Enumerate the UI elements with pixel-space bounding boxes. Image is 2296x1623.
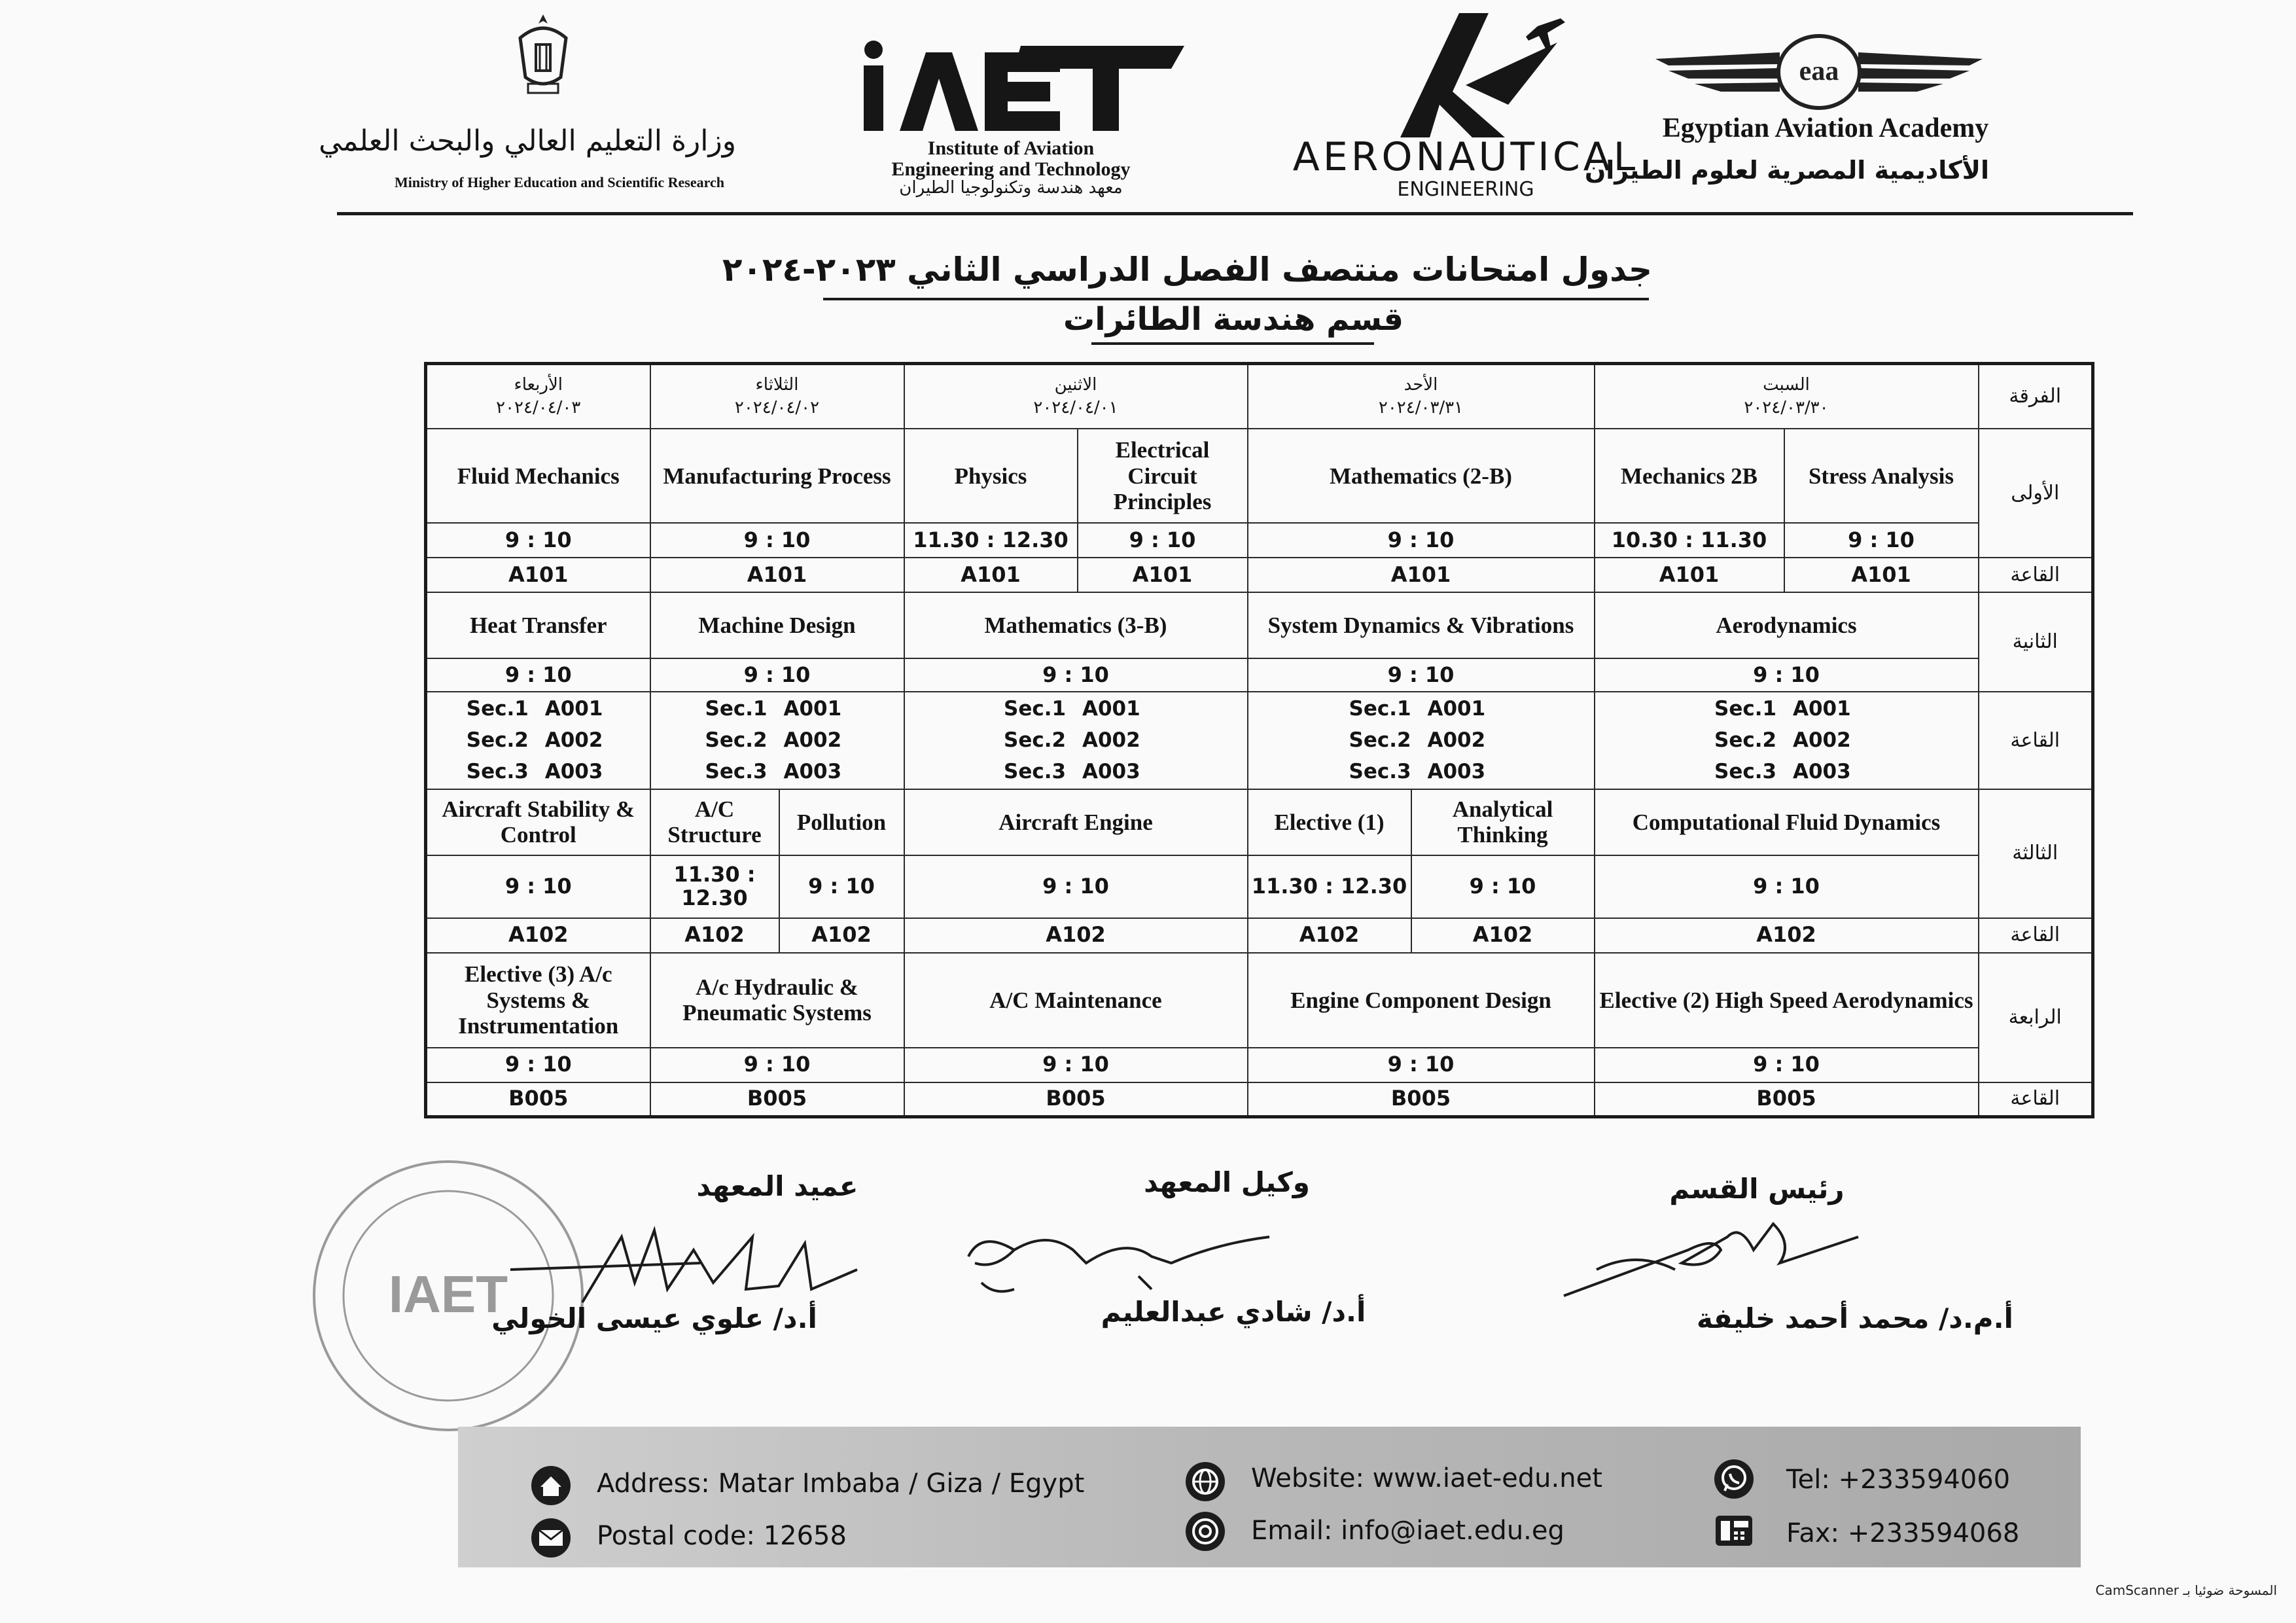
dean-name: أ.د/ علوي عيسى الخولي <box>491 1302 817 1334</box>
year2-sat-sections: Sec.1 A001 Sec.2 A002 Sec.3 A003 <box>1595 692 1979 789</box>
year1-mon-subject-a: Physics <box>904 429 1078 523</box>
year3-subject-row <box>426 789 2093 856</box>
year4-wed-time: 9 : 10 <box>426 1048 650 1082</box>
year2-wed-sections: Sec.1 A001 Sec.2 A002 Sec.3 A003 <box>426 692 650 789</box>
footer-postal-code: Postal code: 12658 <box>597 1521 847 1551</box>
year2-sat-time: 9 : 10 <box>1595 658 1979 692</box>
year3-tue-time-a: 11.30 : 12.30 <box>650 855 779 918</box>
year3-room-row <box>426 918 2093 953</box>
year2-sun-subject: System Dynamics & Vibrations <box>1248 592 1595 659</box>
year1-hall-label: القاعة <box>1979 558 2093 592</box>
year4-tue-subject: A/c Hydraulic & Pneumatic Systems <box>650 953 904 1048</box>
year2-mon-time: 9 : 10 <box>904 658 1248 692</box>
stamp-mark: IAET <box>388 1265 508 1323</box>
year3-sun-room-a: A102 <box>1248 918 1411 953</box>
year4-mon-room: B005 <box>904 1082 1248 1117</box>
vice-dean-title: وكيل المعهد <box>1144 1166 1310 1198</box>
year2-mon-sections: Sec.1 A001 Sec.2 A002 Sec.3 A003 <box>904 692 1248 789</box>
department-head-signature <box>1557 1211 1871 1309</box>
year4-sun-room: B005 <box>1248 1082 1595 1117</box>
mail-icon <box>530 1517 572 1559</box>
aeronautical-logo <box>1374 7 1570 144</box>
at-sign-icon <box>1184 1510 1226 1552</box>
iaet-english-line2: Engineering and Technology <box>891 158 1131 180</box>
year1-mon-time-a: 11.30 : 12.30 <box>904 523 1078 558</box>
exam-schedule-table <box>424 362 2094 1118</box>
footer-website: Website: www.iaet-edu.net <box>1251 1463 1602 1493</box>
dean-title: عميد المعهد <box>696 1170 858 1202</box>
iaet-english-line1: Institute of Aviation <box>927 137 1095 159</box>
year1-mon-time-b: 9 : 10 <box>1078 523 1248 558</box>
year4-subject-row <box>426 953 2093 1048</box>
year1-subject-row <box>426 429 2093 523</box>
year3-sun-time-a: 11.30 : 12.30 <box>1248 855 1411 918</box>
eaa-english-name: Egyptian Aviation Academy <box>1662 113 1989 143</box>
year3-sun-time-b: 9 : 10 <box>1411 855 1595 918</box>
year1-time-row <box>426 523 2093 558</box>
year1-sat-room-b: A101 <box>1784 558 1979 592</box>
year1-tue-time: 9 : 10 <box>650 523 904 558</box>
year2-hall-label: القاعة <box>1979 692 2093 789</box>
dean-signature <box>504 1211 870 1309</box>
year3-sat-room: A102 <box>1595 918 1979 953</box>
year1-wed-subject: Fluid Mechanics <box>426 429 650 523</box>
year1-sat-time-b: 9 : 10 <box>1784 523 1979 558</box>
day-header-wed: الأربعاء ٢٠٢٤/٠٤/٠٣ <box>426 364 650 429</box>
year1-wed-room: A101 <box>426 558 650 592</box>
year3-tue-subject-b: Pollution <box>779 789 904 856</box>
year3-sun-subject-b: Analytical Thinking <box>1411 789 1595 856</box>
year1-wed-time: 9 : 10 <box>426 523 650 558</box>
year1-sat-subject-b: Stress Analysis <box>1784 429 1979 523</box>
year4-label: الرابعة <box>1979 953 2093 1082</box>
year1-label: الأولى <box>1979 429 2093 558</box>
year3-mon-time: 9 : 10 <box>904 855 1248 918</box>
department-head-name: أ.م.د/ محمد أحمد خليفة <box>1697 1302 2013 1334</box>
year2-time-row <box>426 658 2093 692</box>
header-divider <box>337 212 2133 215</box>
year1-mon-room-a: A101 <box>904 558 1078 592</box>
title-underline <box>823 298 1649 300</box>
year4-sat-room: B005 <box>1595 1082 1979 1117</box>
department-head-title: رئيس القسم <box>1669 1173 1845 1205</box>
vice-dean-signature <box>955 1217 1322 1302</box>
year1-mon-subject-b: Electrical Circuit Principles <box>1078 429 1248 523</box>
iaet-logo <box>864 39 1191 137</box>
year4-wed-subject: Elective (3) A/c Systems & Instrumentation <box>426 953 650 1048</box>
schedule-title: جدول امتحانات منتصف الفصل الدراسي الثاني ٢٠٢٣-٢٠٢٤ <box>722 251 1652 289</box>
ministry-english-name: Ministry of Higher Education and Scientific Research <box>395 174 724 190</box>
year1-sun-time: 9 : 10 <box>1248 523 1595 558</box>
eaa-wings-logo <box>1649 33 1989 111</box>
ministry-eagle-emblem <box>514 12 573 103</box>
table-header-row <box>426 364 2093 429</box>
year3-sat-time: 9 : 10 <box>1595 855 1979 918</box>
iaet-arabic-name: معهد هندسة وتكنولوجيا الطيران <box>899 178 1123 198</box>
year3-time-row <box>426 855 2093 918</box>
year3-sun-subject-a: Elective (1) <box>1248 789 1411 856</box>
year2-tue-time: 9 : 10 <box>650 658 904 692</box>
year3-label: الثالثة <box>1979 789 2093 918</box>
year3-wed-time: 9 : 10 <box>426 855 650 918</box>
year1-sat-time-a: 10.30 : 11.30 <box>1595 523 1784 558</box>
year4-wed-room: B005 <box>426 1082 650 1117</box>
year2-tue-subject: Machine Design <box>650 592 904 659</box>
eaa-badge-text: eaa <box>1799 56 1839 86</box>
year4-time-row <box>426 1048 2093 1082</box>
footer-email: Email: info@iaet.edu.eg <box>1251 1516 1564 1546</box>
year2-tue-sections: Sec.1 A001 Sec.2 A002 Sec.3 A003 <box>650 692 904 789</box>
year1-mon-room-b: A101 <box>1078 558 1248 592</box>
year3-tue-subject-a: A/C Structure <box>650 789 779 856</box>
globe-icon <box>1184 1461 1226 1503</box>
year2-sat-subject: Aerodynamics <box>1595 592 1979 659</box>
year4-hall-label: القاعة <box>1979 1082 2093 1117</box>
year4-sun-subject: Engine Component Design <box>1248 953 1595 1048</box>
year4-mon-time: 9 : 10 <box>904 1048 1248 1082</box>
day-header-tue: الثلاثاء ٢٠٢٤/٠٤/٠٢ <box>650 364 904 429</box>
day-header-sat: السبت ٢٠٢٤/٠٣/٣٠ <box>1595 364 1979 429</box>
year3-tue-time-b: 9 : 10 <box>779 855 904 918</box>
year2-mon-subject: Mathematics (3-B) <box>904 592 1248 659</box>
year2-wed-time: 9 : 10 <box>426 658 650 692</box>
year2-room-row <box>426 692 2093 789</box>
day-header-mon: الاثنين ٢٠٢٤/٠٤/٠١ <box>904 364 1248 429</box>
whatsapp-icon <box>1713 1458 1755 1500</box>
year3-hall-label: القاعة <box>1979 918 2093 953</box>
aeronautical-subtitle: ENGINEERING <box>1397 178 1534 201</box>
year2-subject-row <box>426 592 2093 659</box>
footer-telephone: Tel: +233594060 <box>1786 1465 2011 1495</box>
year4-room-row <box>426 1082 2093 1117</box>
year1-sat-room-a: A101 <box>1595 558 1784 592</box>
year-column-header: الفرقة <box>1979 364 2093 429</box>
year3-mon-subject: Aircraft Engine <box>904 789 1248 856</box>
year1-tue-room: A101 <box>650 558 904 592</box>
home-icon <box>530 1465 572 1507</box>
year3-wed-subject: Aircraft Stability & Control <box>426 789 650 856</box>
year3-tue-room-b: A102 <box>779 918 904 953</box>
year3-wed-room: A102 <box>426 918 650 953</box>
scanner-watermark: CamScanner المسوحة ضوئيا بـ <box>2095 1582 2277 1598</box>
year2-wed-subject: Heat Transfer <box>426 592 650 659</box>
year4-mon-subject: A/C Maintenance <box>904 953 1248 1048</box>
year4-tue-room: B005 <box>650 1082 904 1117</box>
department-title: قسم هندسة الطائرات <box>1063 301 1404 338</box>
year1-sun-room: A101 <box>1248 558 1595 592</box>
year1-room-row <box>426 558 2093 592</box>
year2-sun-sections: Sec.1 A001 Sec.2 A002 Sec.3 A003 <box>1248 692 1595 789</box>
year3-sat-subject: Computational Fluid Dynamics <box>1595 789 1979 856</box>
eaa-arabic-name: الأكاديمية المصرية لعلوم الطيران <box>1584 156 1989 185</box>
year2-label: الثانية <box>1979 592 2093 692</box>
year3-sun-room-b: A102 <box>1411 918 1595 953</box>
footer-address: Address: Matar Imbaba / Giza / Egypt <box>597 1469 1085 1499</box>
aeronautical-title: AERONAUTICAL <box>1292 134 1639 180</box>
department-underline <box>1091 342 1374 345</box>
year4-sat-subject: Elective (2) High Speed Aerodynamics <box>1595 953 1979 1048</box>
year4-sat-time: 9 : 10 <box>1595 1048 1979 1082</box>
ministry-arabic-name: وزارة التعليم العالي والبحث العلمي <box>319 124 736 158</box>
year1-sat-subject-a: Mechanics 2B <box>1595 429 1784 523</box>
year4-sun-time: 9 : 10 <box>1248 1048 1595 1082</box>
year1-sun-subject: Mathematics (2-B) <box>1248 429 1595 523</box>
fax-icon <box>1713 1509 1755 1551</box>
year2-sun-time: 9 : 10 <box>1248 658 1595 692</box>
day-header-sun: الأحد ٢٠٢٤/٠٣/٣١ <box>1248 364 1595 429</box>
year3-mon-room: A102 <box>904 918 1248 953</box>
vice-dean-name: أ.د/ شادي عبدالعليم <box>1101 1296 1366 1328</box>
footer-fax: Fax: +233594068 <box>1786 1518 2020 1548</box>
year4-tue-time: 9 : 10 <box>650 1048 904 1082</box>
year1-tue-subject: Manufacturing Process <box>650 429 904 523</box>
year3-tue-room-a: A102 <box>650 918 779 953</box>
